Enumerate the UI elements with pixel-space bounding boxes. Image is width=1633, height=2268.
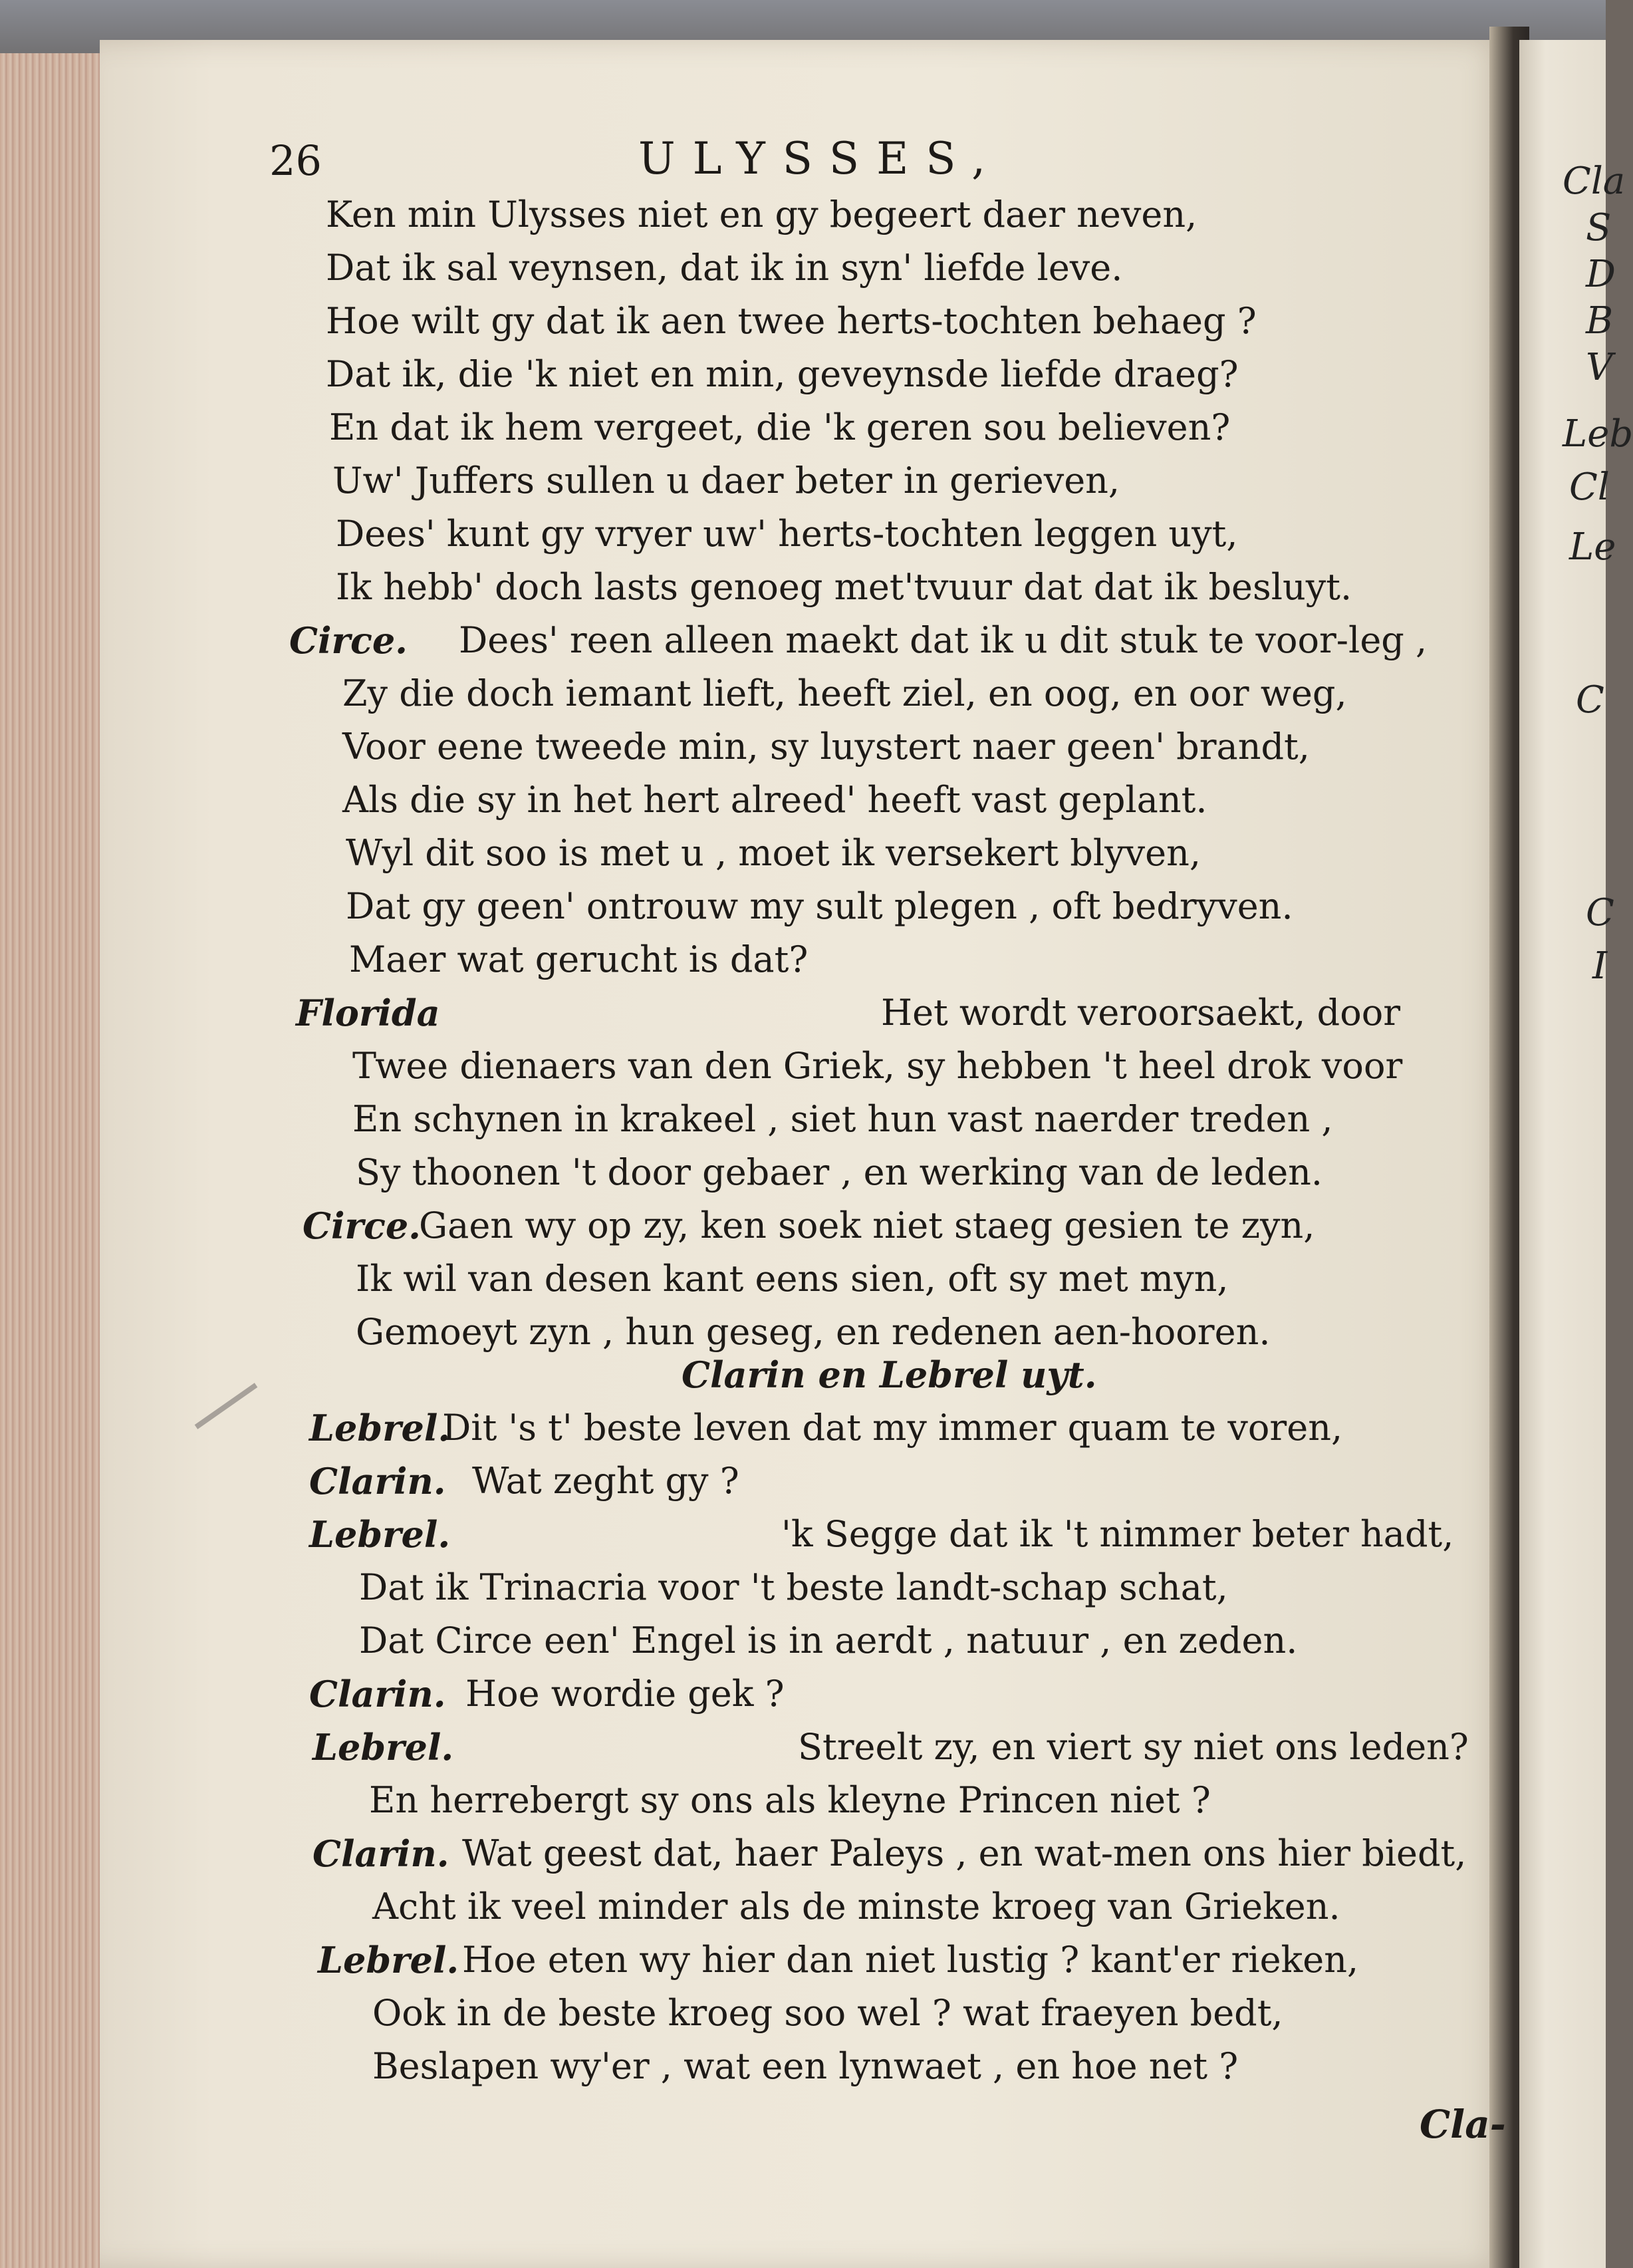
adjacent-page-fragment: Le [1569,525,1616,569]
speaker-label: Circe. [289,619,408,662]
adjacent-page-fragment: C [1586,891,1614,934]
verse-line: Streelt zy, en viert sy niet ons leden? [798,1726,1469,1768]
verse-line: Twee dienaers van den Griek, sy hebben 't heel drok voor [352,1045,1403,1087]
verse-line: Als die sy in het hert alreed' heeft vast geplant. [342,779,1207,821]
speaker-label: Clarin. [309,1673,446,1715]
verse-line: 'k Segge dat ik 't nimmer beter hadt, [781,1513,1454,1555]
speaker-label: Lebrel. [313,1726,454,1769]
verse-line: Wat geest dat, haer Paleys , en wat-men ons hier biedt, [462,1832,1467,1874]
verse-line: Maer wat gerucht is dat? [349,938,809,980]
adjacent-page-fragment: Cl [1569,466,1610,509]
page-number: 26 [269,136,322,185]
speaker-label: Clarin. [309,1460,446,1502]
speaker-label: Lebrel. [318,1939,459,1981]
verse-line: Dat Circe een' Engel is in aerdt , natuur , en zeden. [359,1620,1298,1661]
running-title: ULYSSES, [638,133,1003,184]
adjacent-page-fragment: D [1586,253,1616,296]
verse-line: Dat ik sal veynsen, dat ik in syn' liefde leve. [326,247,1123,289]
speaker-label: Florida [296,992,440,1034]
verse-line: Wat zeght gy ? [472,1460,739,1502]
verse-line: Ook in de beste kroeg soo wel ? wat fraeyen bedt, [372,1992,1283,2034]
verse-line: Ik wil van desen kant eens sien, oft sy met myn, [356,1258,1229,1300]
verse-line: En herrebergt sy ons als kleyne Princen niet ? [369,1779,1211,1821]
speaker-label: Circe. [303,1205,421,1247]
verse-line: Uw' Juffers sullen u daer beter in gerieven, [332,460,1120,501]
catchword: Cla- [1420,2102,1506,2147]
verse-line: Dat ik, die 'k niet en min, geveynsde liefde draeg? [326,353,1239,395]
stage-direction: Clarin en Lebrel uyt. [682,1353,1097,1396]
verse-line: Het wordt veroorsaekt, door [881,992,1401,1034]
speaker-label: Lebrel. [309,1407,451,1449]
verse-line: Ken min Ulysses niet en gy begeert daer neven, [326,194,1197,235]
verse-line: Dat gy geen' ontrouw my sult plegen , oft bedryven. [346,885,1293,927]
verse-line: En schynen in krakeel , siet hun vast naerder treden , [352,1098,1333,1140]
verse-line: Hoe wordie gek ? [465,1673,785,1715]
verse-line: Zy die doch iemant lieft, heeft ziel, en oog, en oor weg, [342,672,1347,714]
speaker-label: Clarin. [313,1832,449,1875]
verse-line: Wyl dit soo is met u , moet ik versekert blyven, [346,832,1201,874]
adjacent-page-fragment: Leb [1563,412,1633,456]
verse-line: Sy thoonen 't door gebaer , en werking van de leden. [356,1151,1323,1193]
adjacent-page-fragment: S [1586,206,1612,249]
adjacent-page-fragment: I [1592,944,1608,988]
verse-line: Voor eene tweede min, sy luystert naer geen' brandt, [342,726,1310,768]
verse-line: Dit 's t' beste leven dat my immer quam te voren, [442,1407,1343,1449]
verse-line: Dat ik Trinacria voor 't beste landt-schap schat, [359,1566,1228,1608]
verse-line: Ik hebb' doch lasts genoeg met'tvuur dat dat ik besluyt. [336,566,1352,608]
speaker-label: Lebrel. [309,1513,451,1556]
verse-line: Gemoeyt zyn , hun geseg, en redenen aen-hooren. [356,1311,1271,1353]
adjacent-page-fragment: Cla [1563,160,1626,203]
verse-line: Dees' reen alleen maekt dat ik u dit stuk te voor-leg , [459,619,1428,661]
verse-line: Dees' kunt gy vryer uw' herts-tochten leggen uyt, [336,513,1238,555]
verse-line: En dat ik hem vergeet, die 'k geren sou believen? [329,406,1231,448]
verse-line: Gaen wy op zy, ken soek niet staeg gesien te zyn, [419,1205,1315,1246]
adjacent-page-fragment: V [1586,346,1613,389]
verse-line: Hoe eten wy hier dan niet lustig ? kant'er rieken, [462,1939,1359,1981]
verse-line: Acht ik veel minder als de minste kroeg van Grieken. [372,1886,1340,1927]
adjacent-page-fragment: B [1586,299,1614,343]
verse-line: Hoe wilt gy dat ik aen twee herts-tochten behaeg ? [326,300,1257,342]
adjacent-page-fragment: C [1576,678,1604,722]
verse-line: Beslapen wy'er , wat een lynwaet , en hoe net ? [372,2045,1239,2087]
